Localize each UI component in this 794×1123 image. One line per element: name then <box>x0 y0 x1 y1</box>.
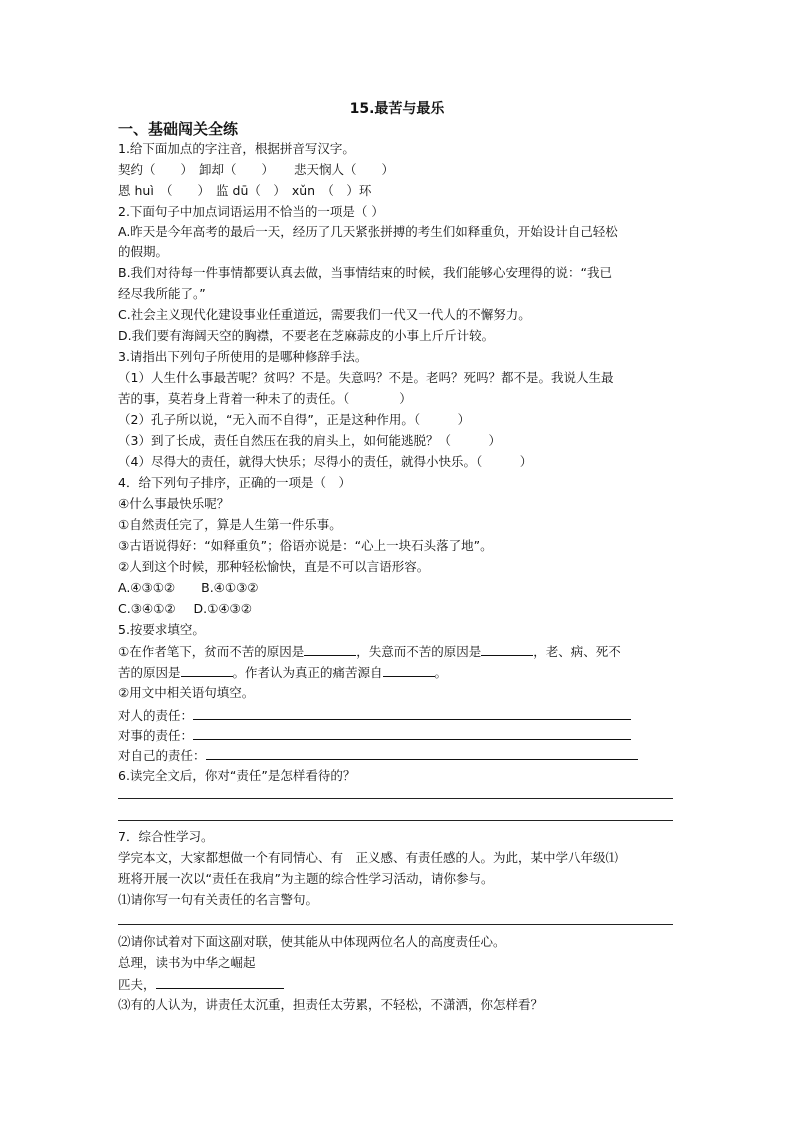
q7-part2: ⑵请你试着对下面这副对联，使其能从中体现两位名人的高度责任心。 <box>118 934 506 949</box>
q5-row-things <box>118 726 631 744</box>
q7-couplet-second-label: 匹夫， <box>118 977 156 992</box>
q4-option-a: A.④③①② <box>118 580 176 595</box>
q5-label-things: 对事的责任： <box>118 728 194 743</box>
answer-line[interactable] <box>118 798 673 799</box>
q5-row-people <box>118 706 631 724</box>
answer-blank[interactable] <box>181 663 233 677</box>
q4-stem: 4．给下列句子排序，正确的一项是（ ） <box>118 475 351 490</box>
q1-row1 <box>118 161 394 178</box>
q5-part1-text-c: ，老、病、死不 <box>533 644 621 659</box>
q4-options-cd <box>118 600 252 617</box>
q2-option-a-cont: 的假期。 <box>118 244 169 259</box>
q4-option-b: B.④①③② <box>201 580 259 595</box>
q1-row2 <box>118 182 371 199</box>
q2-option-b-cont: 经尽我所能了。” <box>118 286 206 301</box>
q6-stem: 6.读完全文后，你对“责任”是怎样看待的？ <box>118 768 356 783</box>
q7-stem: 7．综合性学习。 <box>118 829 214 844</box>
q1-item-qiyue: 契约（ ） <box>118 162 194 177</box>
page-title: 15.最苦与最乐 <box>349 101 445 117</box>
q2-option-b: B.我们对待每一件事情都要认真去做，当事情结束的时候，我们能够心安理得的说：“我已 <box>118 265 613 280</box>
q7-part1: ⑴请你写一句有关责任的名言警句。 <box>118 892 319 907</box>
q7-part3: ⑶有的人认为，讲责任太沉重，担责任太劳累，不轻松，不潇洒，你怎样看？ <box>118 997 544 1012</box>
q3-sentence-1: （1）人生什么事最苦呢？贫吗？不是。失意吗？不是。老吗？死吗？都不是。我说人生最 <box>118 370 614 385</box>
q1-item-xieque: 卸却（ ） <box>199 162 275 177</box>
answer-blank[interactable] <box>383 663 435 677</box>
q4-options-ab <box>118 579 259 596</box>
q2-option-c: C.社会主义现代化建设事业任重道远，需要我们一代又一代人的不懈努力。 <box>118 307 531 322</box>
q2-option-d: D.我们要有海阔天空的胸襟，不要老在芝麻蒜皮的小事上斤斤计较。 <box>118 328 495 343</box>
q5-row-self <box>118 746 638 764</box>
q1-item-beitian: 悲天悯人（ ） <box>294 162 395 177</box>
answer-line[interactable] <box>193 706 631 720</box>
q1-stem: 1.给下面加点的字注音，根据拼音写汉字。 <box>118 141 355 156</box>
answer-blank[interactable] <box>481 642 533 656</box>
answer-line[interactable] <box>206 746 638 760</box>
q5-stem: 5.按要求填空。 <box>118 622 205 637</box>
q3-sentence-4: （4）尽得大的责任，就得大快乐；尽得小的责任，就得小快乐。（ ） <box>118 454 533 469</box>
q3-sentence-2: （2）孔子所以说，“无入而不自得”，正是这种作用。（ ） <box>118 412 471 427</box>
q4-sentence-2: ②人到这个时候，那种轻松愉快，直是不可以言语形容。 <box>118 559 430 574</box>
q7-couplet-second <box>118 975 284 993</box>
answer-line[interactable] <box>193 726 631 740</box>
q5-part1-line2 <box>118 663 447 681</box>
q4-sentence-4: ④什么事最快乐呢？ <box>118 496 230 511</box>
q3-sentence-3: （3）到了长成，责任自然压在我的肩头上，如何能逃脱？（ ） <box>118 433 501 448</box>
q4-option-d: D.①④③② <box>193 601 252 616</box>
q1-item-jian: 监 dū（ ） <box>216 183 286 198</box>
section-heading: 一、基础闯关全练 <box>118 120 239 138</box>
q5-part2: ②用文中相关语句填空。 <box>118 685 255 700</box>
q4-sentence-3: ③古语说得好：“如释重负”；俗语亦说是：“心上一块石头落了地”。 <box>118 538 493 553</box>
q4-option-c: C.③④①② <box>118 601 176 616</box>
q5-part1-text-d: 苦的原因是 <box>118 665 181 680</box>
answer-line[interactable] <box>118 924 673 925</box>
q7-intro-1: 学完本文，大家都想做一个有同情心、有 正义感、有责任感的人。为此，某中学八年级⑴ <box>118 850 619 865</box>
q7-intro-2: 班将开展一次以“责任在我肩”为主题的综合性学习活动，请你参与。 <box>118 871 494 886</box>
answer-blank[interactable] <box>304 642 356 656</box>
q3-sentence-1-cont: 苦的事，莫若身上背着一种未了的责任。（ ） <box>118 391 412 406</box>
q5-part1-text-b: ，失意而不苦的原因是 <box>356 644 482 659</box>
q2-option-a: A.昨天是今年高考的最后一天，经历了几天紧张拼搏的考生们如释重负，开始设计自己轻松 <box>118 224 618 239</box>
q5-part1-text-a: ①在作者笔下，贫而不苦的原因是 <box>118 644 305 659</box>
q7-couplet-first: 总理，读书为中华之崛起 <box>118 955 256 970</box>
answer-line[interactable] <box>118 820 673 821</box>
q5-part1-text-f: 。 <box>434 665 448 680</box>
q5-part1-line1 <box>118 642 621 660</box>
q3-stem: 3.请指出下列句子所使用的是哪种修辞手法。 <box>118 349 368 364</box>
q4-sentence-1: ①自然责任完了，算是人生第一件乐事。 <box>118 517 342 532</box>
q5-label-self: 对自己的责任： <box>118 748 206 763</box>
answer-blank[interactable] <box>156 975 284 989</box>
q5-label-people: 对人的责任： <box>118 708 194 723</box>
q1-item-en: 恩 huì （ ） <box>118 183 211 198</box>
q1-item-xun: xǔn （ ）环 <box>291 183 372 198</box>
q2-stem: 2.下面句子中加点词语运用不恰当的一项是（ ） <box>118 204 384 219</box>
q5-part1-text-e: 。作者认为真正的痛苦源自 <box>232 665 383 680</box>
